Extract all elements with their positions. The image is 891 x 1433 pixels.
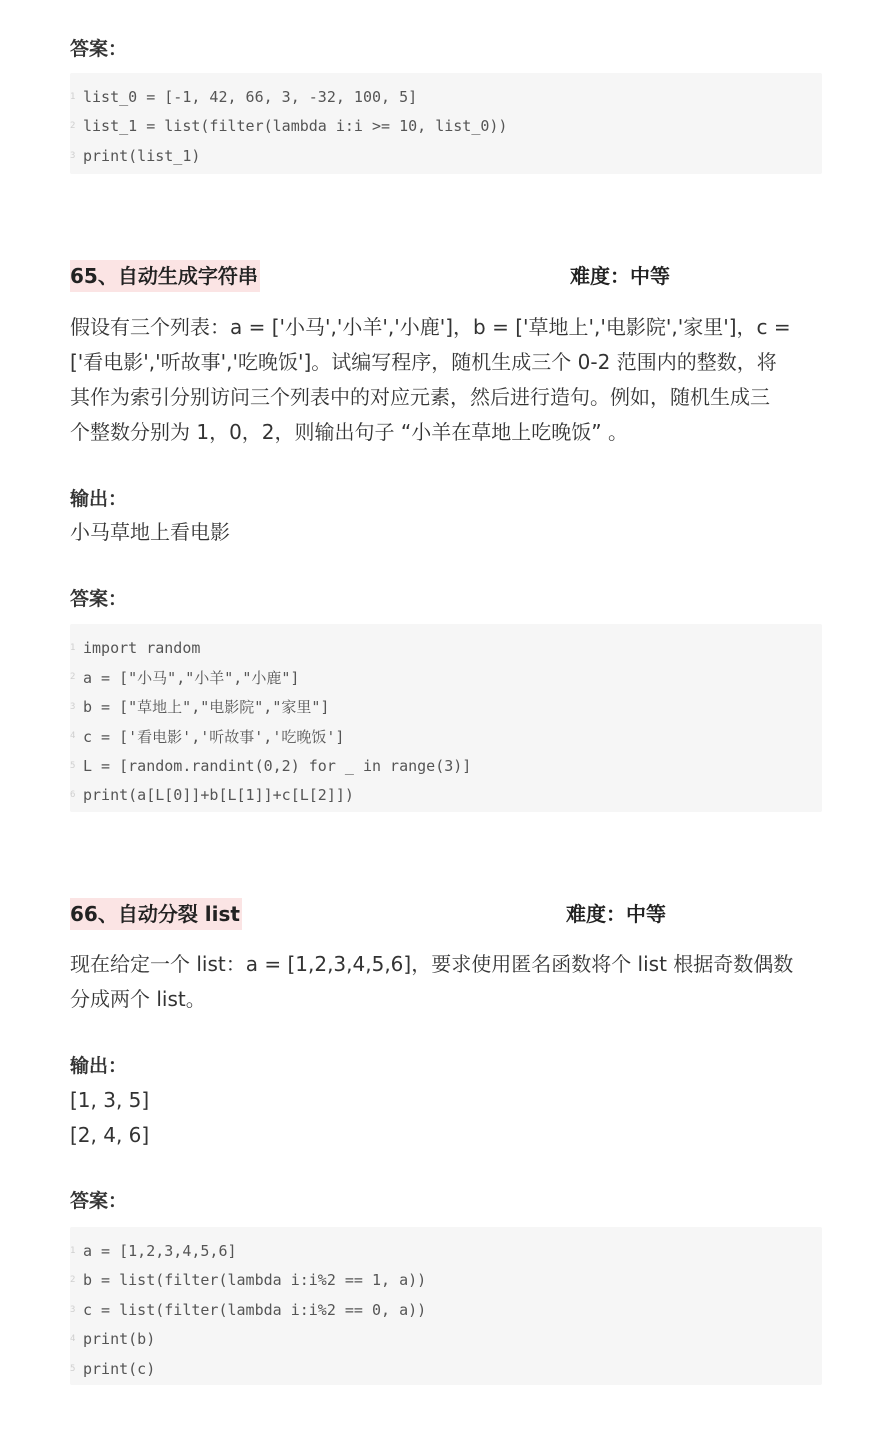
line-number: 3 (70, 701, 76, 712)
description-line: 假设有三个列表：a = ['小马','小羊','小鹿']，b = ['草地上','电影院','家里']，c = (70, 315, 791, 339)
code-line (70, 781, 822, 811)
description-line: 个整数分别为 1，0，2，则输出句子 “小羊在草地上吃晚饭” 。 (70, 420, 628, 444)
code-line (70, 722, 822, 752)
section-title: 66、自动分裂 list (70, 898, 242, 930)
code-text: b = list(filter(lambda i:i%2 == 1, a)) (83, 1271, 427, 1290)
answer-label: 答案： (70, 38, 128, 60)
code-line (70, 1354, 822, 1384)
description-line: 分成两个 list。 (70, 987, 206, 1011)
description-line: 其作为索引分别访问三个列表中的对应元素，然后进行造句。例如，随机生成三 (70, 385, 770, 409)
line-number: 4 (70, 1334, 76, 1345)
code-line (70, 1325, 822, 1355)
code-text: L = [random.randint(0,2) for _ in range(3)] (83, 756, 472, 775)
code-text: list_1 = list(filter(lambda i:i >= 10, list_0)) (83, 117, 508, 136)
line-number: 1 (70, 1245, 76, 1256)
code-line (70, 663, 822, 693)
code-text: print(b) (83, 1330, 156, 1349)
code-text: c = ['看电影','听故事','吃晚饭'] (83, 727, 345, 746)
question-description (70, 310, 820, 450)
code-line (70, 1295, 822, 1325)
line-number: 6 (70, 790, 76, 801)
output-line: [1, 3, 5] (70, 1088, 150, 1112)
line-number: 3 (70, 150, 76, 161)
line-number: 1 (70, 91, 76, 102)
line-number: 4 (70, 731, 76, 742)
line-number: 2 (70, 1275, 76, 1286)
line-number: 5 (70, 1363, 76, 1374)
code-text: print(a[L[0]]+b[L[1]]+c[L[2]]) (83, 786, 354, 805)
code-line (70, 692, 822, 722)
description-line: ['看电影','听故事','吃晚饭']。试编写程序，随机生成三个 0-2 范围内的整数，将 (70, 350, 777, 374)
code-line (70, 141, 822, 171)
difficulty-label: 难度：中等 (566, 902, 666, 926)
line-number: 5 (70, 760, 76, 771)
code-line (70, 1236, 822, 1266)
code-text: print(list_1) (83, 146, 201, 165)
output-line: [2, 4, 6] (70, 1123, 150, 1147)
output-text (70, 1083, 820, 1153)
line-number: 2 (70, 672, 76, 683)
section-header-66 (70, 898, 822, 934)
output-line: 小马草地上看电影 (70, 520, 230, 544)
difficulty-label: 难度：中等 (570, 264, 670, 288)
line-number: 3 (70, 1304, 76, 1315)
code-block-66[interactable] (70, 1227, 822, 1385)
output-text (70, 515, 820, 550)
code-text: list_0 = [-1, 42, 66, 3, -32, 100, 5] (83, 87, 418, 106)
code-line (70, 633, 822, 663)
code-text: b = ["草地上","电影院","家里"] (83, 698, 330, 717)
description-line: 现在给定一个 list：a = [1,2,3,4,5,6]，要求使用匿名函数将个 list 根据奇数偶数 (70, 952, 794, 976)
code-line (70, 82, 822, 112)
code-text: a = ["小马","小羊","小鹿"] (83, 668, 300, 687)
section-title: 65、自动生成字符串 (70, 260, 260, 292)
code-line (70, 1266, 822, 1296)
line-number: 1 (70, 642, 76, 653)
question-description (70, 947, 820, 1017)
output-label: 输出： (70, 1055, 128, 1077)
answer-label: 答案： (70, 588, 128, 610)
section-header-65 (70, 260, 822, 296)
answer-label: 答案： (70, 1190, 128, 1212)
code-text: a = [1,2,3,4,5,6] (83, 1241, 237, 1260)
code-line (70, 112, 822, 142)
code-text: c = list(filter(lambda i:i%2 == 0, a)) (83, 1300, 427, 1319)
code-text: import random (83, 638, 201, 657)
code-line (70, 751, 822, 781)
code-text: print(c) (83, 1359, 156, 1378)
line-number: 2 (70, 121, 76, 132)
code-block-65[interactable] (70, 624, 822, 812)
output-label: 输出： (70, 488, 128, 510)
code-block-top[interactable] (70, 73, 822, 174)
